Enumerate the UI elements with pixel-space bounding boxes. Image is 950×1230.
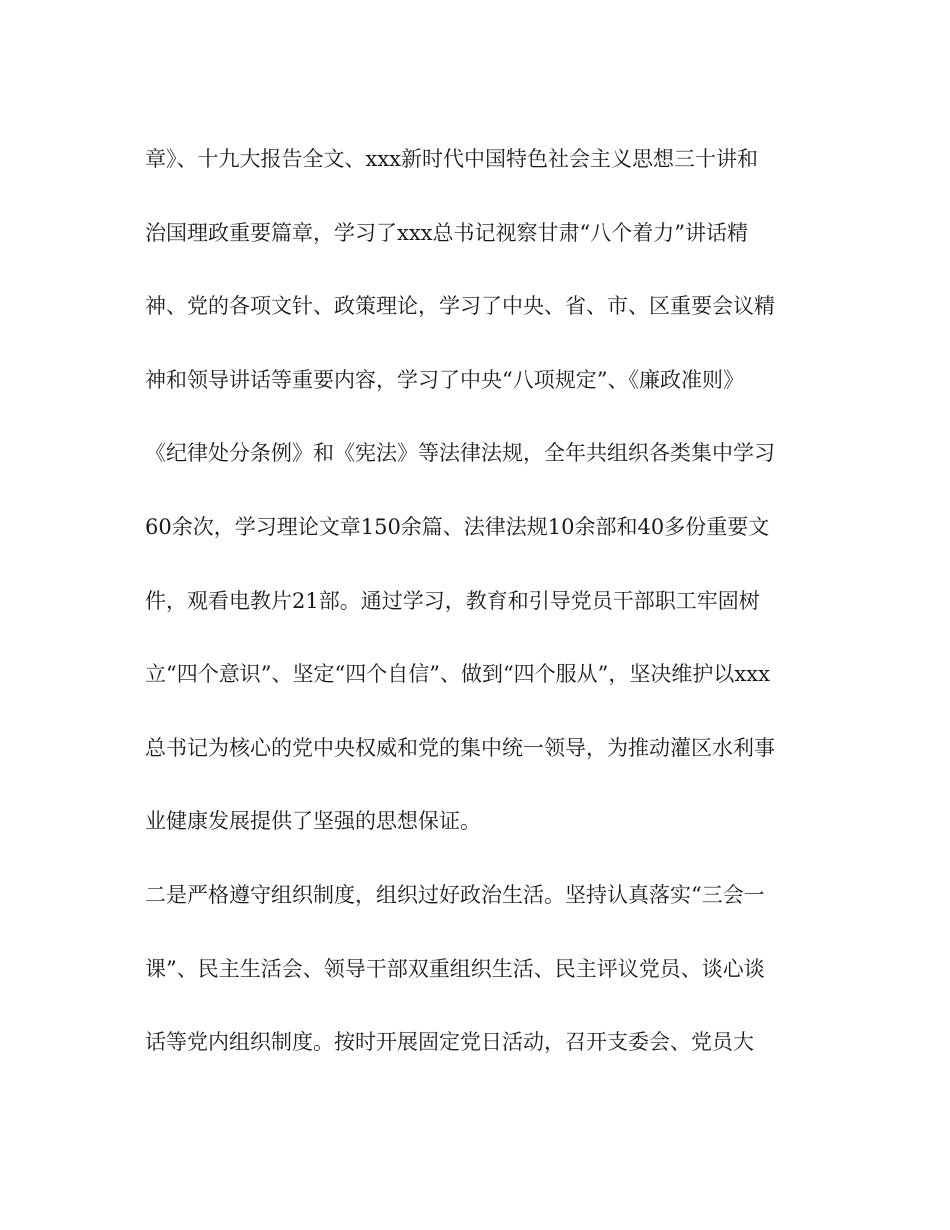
text-line: 课”、民主生活会、领导干部双重组织生活、民主评议党员、谈心谈: [145, 956, 765, 981]
text-line: 治国理政重要篇章，学习了xxx总书记视察甘肃“八个着力”讲话精: [145, 220, 748, 245]
text-line: 件，观看电教片21部。通过学习，教育和引导党员干部职工牢固树: [145, 588, 760, 613]
text-line: 章》、十九大报告全文、xxx新时代中国特色社会主义思想三十讲和: [145, 147, 759, 171]
text-line: 神和领导讲话等重要内容，学习了中央“八项规定”、《廉政准则》: [145, 367, 744, 392]
text-line: 《纪律处分条例》和《宪法》等法律法规，全年共组织各类集中学习: [145, 441, 775, 466]
text-line: 立“四个意识”、坚定“四个自信”、做到“四个服从”，坚决维护以xxx: [145, 662, 770, 687]
text-line: 总书记为核心的党中央权威和党的集中统一领导，为推动灌区水利事: [145, 735, 775, 760]
text-line: 神、党的各项文针、政策理论，学习了中央、省、市、区重要会议精: [145, 294, 775, 319]
text-line: 二是严格遵守组织制度，组织过好政治生活。坚持认真落实“三会一: [145, 882, 765, 907]
text-line: 业健康发展提供了坚强的思想保证。: [145, 809, 481, 834]
body-text: [145, 137, 805, 1094]
text-line: 60余次，学习理论文章150余篇、法律法规10余部和40多份重要文: [145, 514, 770, 539]
text-line: 话等党内组织制度。按时开展固定党日活动，召开支委会、党员大: [145, 1030, 754, 1055]
